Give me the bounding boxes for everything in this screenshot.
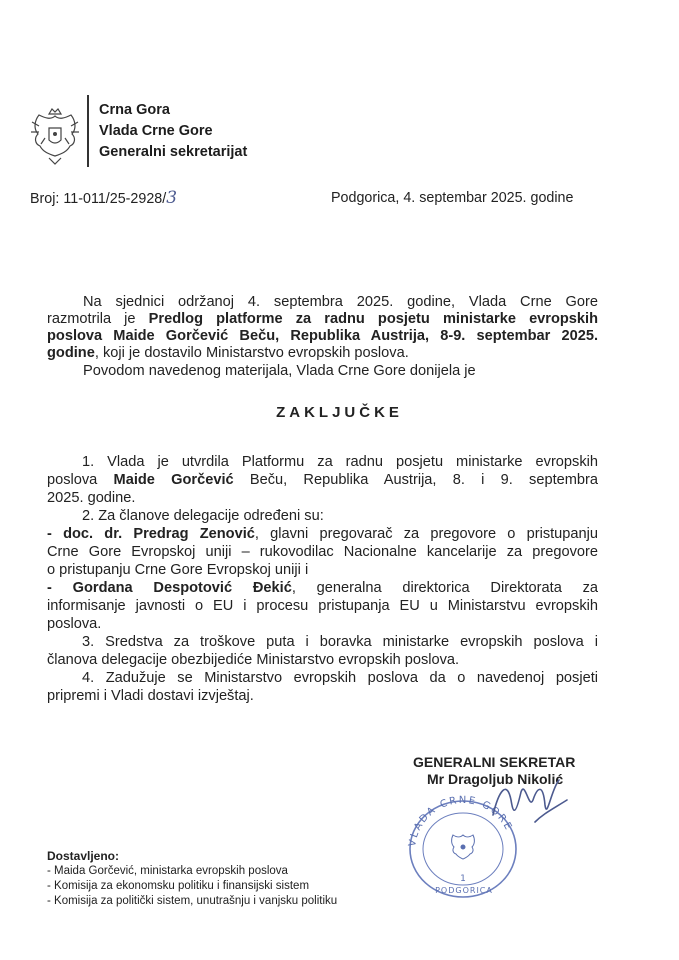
signatory-role: GENERALNI SEKRETAR xyxy=(413,754,576,770)
coat-of-arms-icon xyxy=(29,106,81,166)
handwritten-ref-suffix: 3 xyxy=(166,188,178,208)
intro-line-5: Povodom navedenog materijala, Vlada Crne Gore donijela je xyxy=(83,363,476,379)
reference-number: Broj: 11-011/25-2928/3 xyxy=(30,188,178,208)
delegation-member-2-line-1: - Gordana Despotović Đekić, generalna direktorica Direktorata za xyxy=(47,580,598,596)
place-date: Podgorica, 4. septembar 2025. godine xyxy=(331,190,574,206)
signatory-name: Mr Dragoljub Nikolić xyxy=(427,771,564,787)
distribution-item: - Komisija za ekonomsku politiku i finansijski sistem xyxy=(47,880,310,892)
delegation-member-1-line-2: Crne Gore Evropskoj uniji – rukovodilac Nacionalne kancelarije za pregovore xyxy=(47,544,598,560)
conclusion-1-line-3: 2025. godine. xyxy=(47,490,136,506)
delegation-member-1-line-3: o pristupanju Crne Gore Evropskoj uniji i xyxy=(47,562,309,578)
conclusion-1-line-2: poslova Maide Gorčević Beču, Republika Austrija, 8. i 9. septembra xyxy=(47,472,598,488)
conclusion-4-line-1: 4. Zadužuje se Ministarstvo evropskih poslova da o navedenoj posjeti xyxy=(82,670,598,686)
delegation-member-1-line-1: - doc. dr. Predrag Zenović, glavni pregovarač za pregovore o pristupanju xyxy=(47,526,598,542)
delegation-member-2-line-3: poslova. xyxy=(47,616,102,632)
distribution-title: Dostavljeno: xyxy=(47,849,120,863)
conclusion-1-line-1: 1. Vlada je utvrdila Platformu za radnu posjetu ministarke evropskih xyxy=(82,454,598,470)
distribution-item: - Komisija za politički sistem, unutrašnju i vanjsku politiku xyxy=(47,895,338,907)
intro-line-3: poslova Maide Gorčević Beču, Republika Austrija, 8-9. septembar 2025. xyxy=(47,328,598,344)
country-name: Crna Gora xyxy=(99,102,170,118)
intro-line-2: razmotrila je Predlog platforme za radnu posjetu ministarke evropskih xyxy=(47,311,599,327)
office-name: Generalni sekretarijat xyxy=(99,144,248,160)
conclusion-3-line-2: članova delegacije obezbijediće Ministarstvo evropskih poslova. xyxy=(47,652,460,668)
stamp-text: VLADA CRNE GORE xyxy=(407,794,515,848)
document-title: ZAKLJUČKE xyxy=(276,404,403,421)
conclusion-4-line-2: pripremi i Vladi dostavi izvještaj. xyxy=(47,688,254,704)
conclusion-3-line-1: 3. Sredstva za troškove puta i boravka ministarke evropskih poslova i xyxy=(82,634,598,650)
stamp-number: 1 xyxy=(460,874,466,884)
stamp-city: PODGORICA xyxy=(435,886,493,895)
conclusion-2-line-1: 2. Za članove delegacije određeni su: xyxy=(82,508,324,524)
government-name: Vlada Crne Gore xyxy=(99,123,213,139)
intro-line-1: Na sjednici održanoj 4. septembra 2025. godine, Vlada Crne Gore xyxy=(83,294,598,310)
handwritten-signature xyxy=(485,770,575,830)
distribution-item: - Maida Gorčević, ministarka evropskih poslova xyxy=(47,865,288,877)
intro-line-4: godine, koji je dostavilo Ministarstvo evropskih poslova. xyxy=(47,345,409,361)
header-divider xyxy=(87,95,89,167)
delegation-member-2-line-2: informisanje javnosti o EU i procesu pristupanja EU u Ministarstvu evropskih xyxy=(47,598,598,614)
